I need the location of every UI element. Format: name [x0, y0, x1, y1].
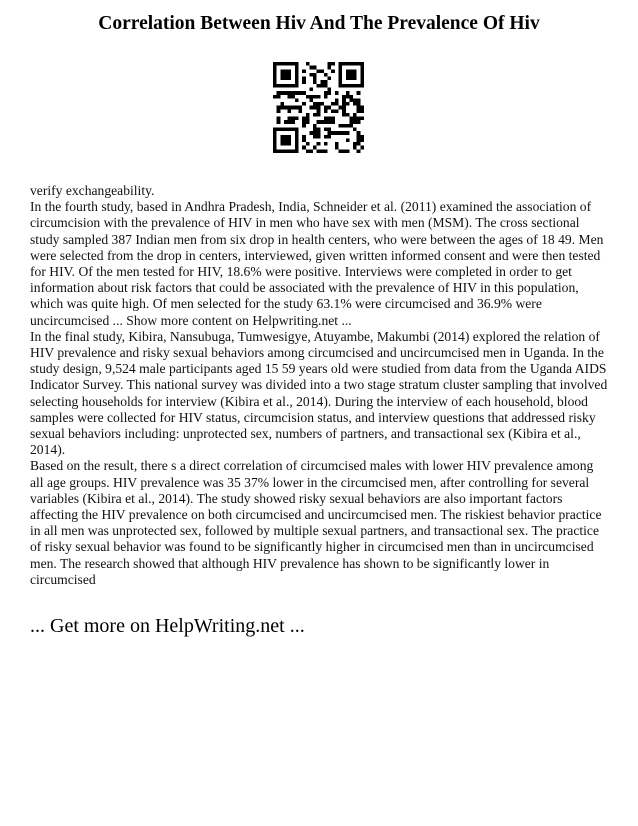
- qr-code-icon[interactable]: [273, 62, 364, 153]
- paragraph: verify exchangeability.: [30, 183, 155, 198]
- paragraph: In the final study, Kibira, Nansubuga, Tumwesigye, Atuyambe, Makumbi (2014) explored the relation of HIV prevalence and risky sexual behaviors among circumcised and uncircumcised men in Uganda. In the study design, 9,524 male participants aged 15 59 years old were studied from data from the Uganda AIDS Indicator Survey. This national survey was divided into a two stage stratum cluster sampling that involved selecting households for interview (Kibira et al., 2014). During the interview of each household, blood samples were collected for HIV status, circumcision status, and interview questions that addressed risky sexual behaviors including: unprotected sex, numbers of partners, and transactional sex (Kibira et al., 2014).: [30, 328, 608, 458]
- document-title: Correlation Between Hiv And The Prevalence Of Hiv: [98, 13, 540, 34]
- document-body: [30, 183, 610, 588]
- paragraph: In the fourth study, based in Andhra Pradesh, India, Schneider et al. (2011) examined the association of circumcision with the prevalence of HIV in men who have sex with men (MSM). The cross sectional study sampled 387 Indian men from six drop in health centers, who were between the ages of 18 49. Men were selected from the drop in centers, interviewed, given written informed consent and were then tested for HIV. Of the men tested for HIV, 18.6% were positive. Interviews were completed in order to get information about risk factors that could be associated with the prevalence of HIV in this population, which was quite high. Of men selected for the study 63.1% were circumcised and 36.9% were uncircumcised ... Show more content on Helpwriting.net ...: [30, 199, 604, 328]
- get-more-link[interactable]: ... Get more on HelpWriting.net ...: [30, 615, 305, 637]
- paragraph: Based on the result, there s a direct correlation of circumcised males with lower HIV prevalence among all age groups. HIV prevalence was 35 37% lower in the circumcised men, after controlling for several variables (Kibira et al., 2014). The study showed risky sexual behaviors are also important factors affecting the HIV prevalence on both circumcised and uncircumcised men. The riskiest behavior practice in all men was unprotected sex, followed by multiple sexual partners, and transactional sex. The practice of risky sexual behavior was found to be significantly higher in circumcised men than in uncircumcised men. The research showed that although HIV prevalence has shown to be significantly lower in circumcised: [30, 458, 602, 587]
